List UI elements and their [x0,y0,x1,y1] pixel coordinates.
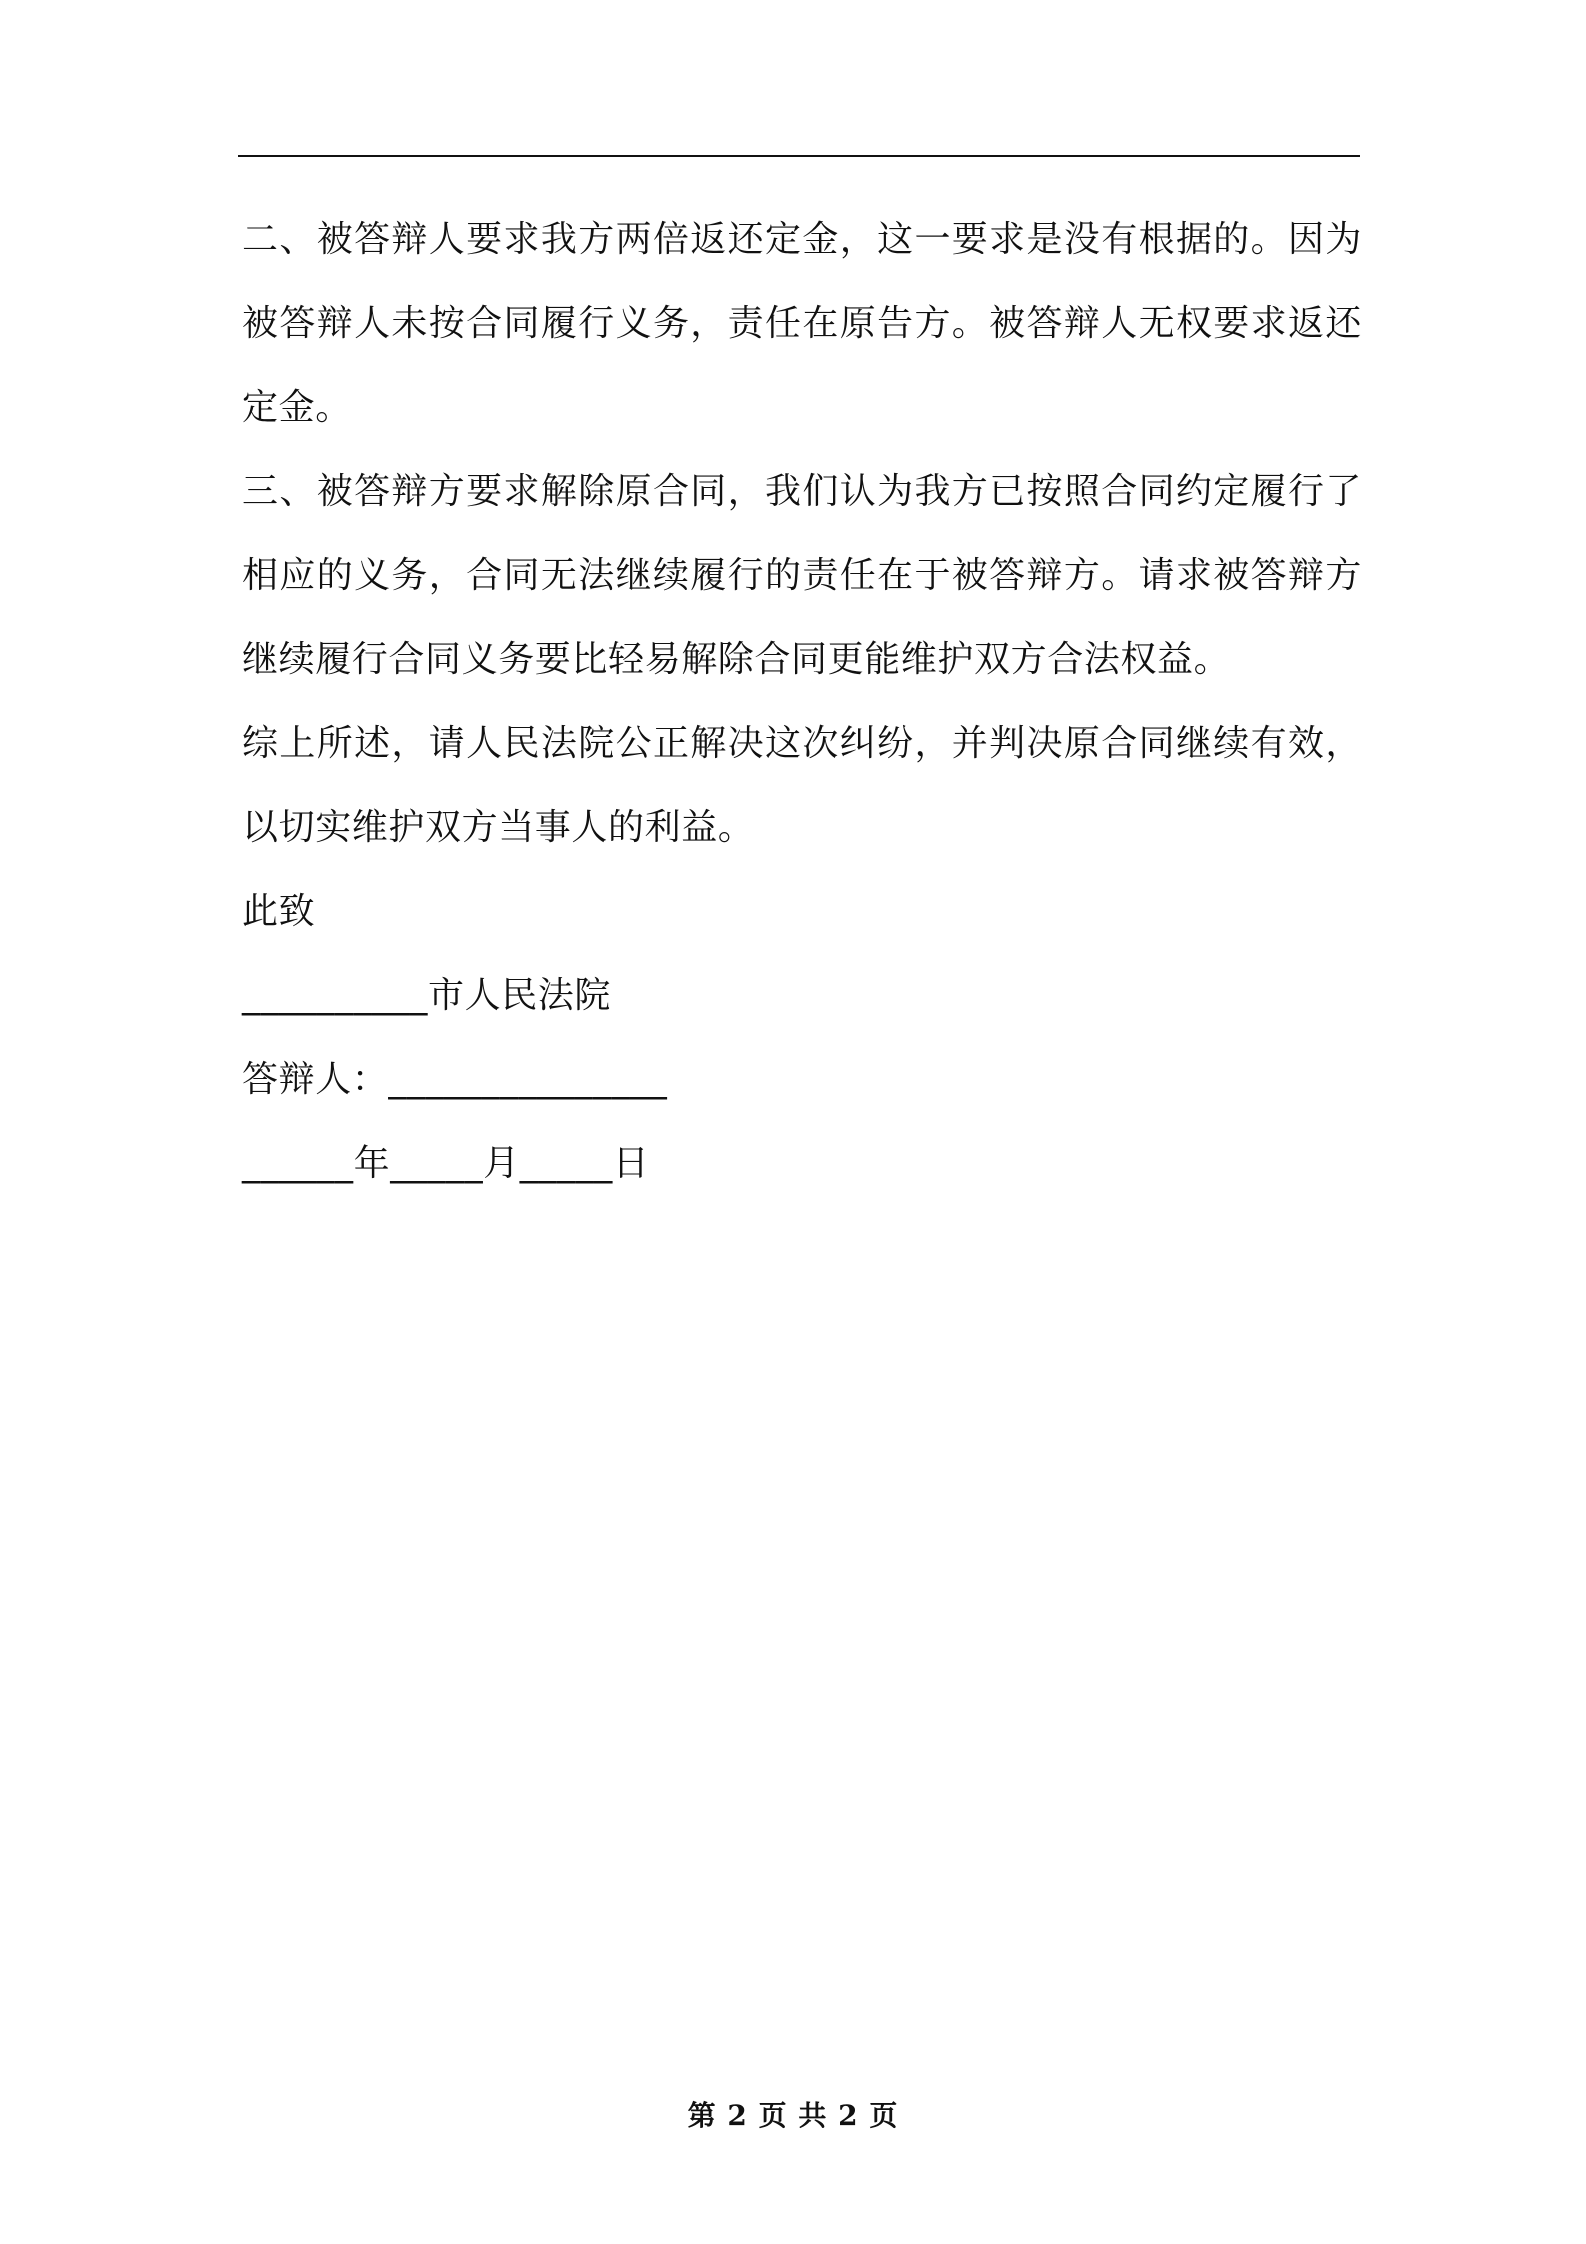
header-rule [238,155,1360,157]
date-line: ______年_____月_____日 [242,1143,650,1184]
paragraph-deposit: 二、被答辩人要求我方两倍返还定金，这一要求是没有根据的。因为被答辩人未按合同履行义务，责任在原告方。被答辩人无权要求返还定金。 [242,219,1362,428]
paragraph-conclusion: 综上所述，请人民法院公正解决这次纠纷，并判决原合同继续有效，以切实维护双方当事人的利益。 [242,723,1362,848]
document-body [242,198,1362,1206]
court-line: __________市人民法院 [242,975,611,1016]
respondent-line: 答辩人：_______________ [242,1059,668,1100]
paragraph-contract: 三、被答辩方要求解除原合同，我们认为我方已按照合同约定履行了相应的义务，合同无法继续履行的责任在于被答辩方。请求被答辩方继续履行合同义务要比轻易解除合同更能维护双方合法权益。 [242,471,1362,680]
page-number: 第 2 页 共 2 页 [687,2099,899,2132]
salutation: 此致 [242,891,316,932]
